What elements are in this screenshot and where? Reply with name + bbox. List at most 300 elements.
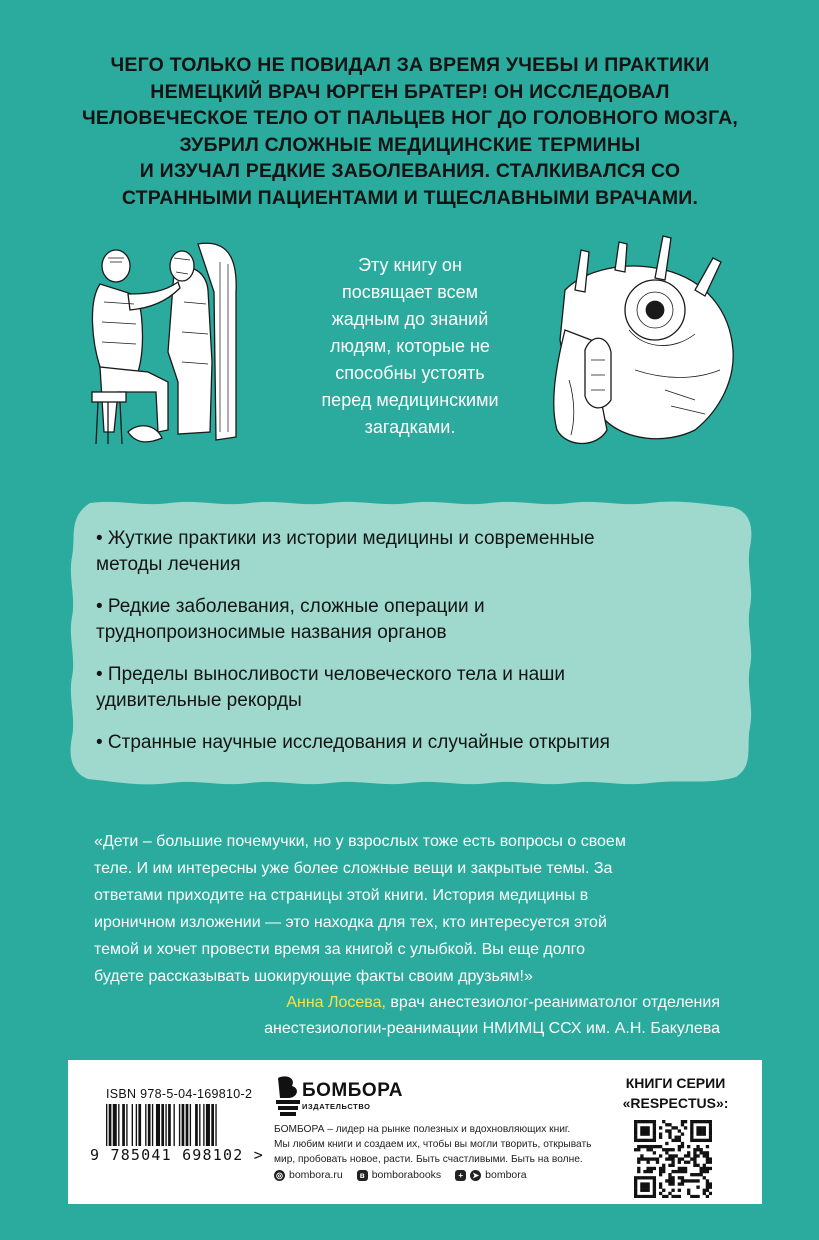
feature-line: • Жуткие практики из истории медицины и современные: [96, 528, 595, 549]
qr-module: [662, 1148, 665, 1151]
qr-module: [640, 1145, 643, 1148]
qr-module: [640, 1182, 643, 1185]
qr-module: [696, 1145, 699, 1148]
qr-module: [675, 1126, 678, 1129]
qr-module: [675, 1139, 678, 1142]
qr-module: [687, 1192, 690, 1195]
qr-module: [634, 1129, 637, 1132]
feature-line: методы лечения: [96, 553, 241, 575]
qr-module: [659, 1170, 662, 1173]
qr-module: [681, 1176, 684, 1179]
qr-module: [646, 1148, 649, 1151]
qr-module: [684, 1167, 687, 1170]
qr-module: [703, 1139, 706, 1142]
qr-module: [690, 1129, 693, 1132]
qr-module: [693, 1173, 696, 1176]
qr-module: [656, 1145, 659, 1148]
qr-module: [693, 1154, 696, 1157]
qr-module: [656, 1157, 659, 1160]
about-line: БОМБОРА – лидер на рынке полезных и вдохновляющих книг.: [274, 1124, 571, 1135]
qr-module: [640, 1129, 643, 1132]
qr-module: [665, 1129, 668, 1132]
social-site-label: bombora.ru: [289, 1169, 343, 1181]
qr-module: [653, 1126, 656, 1129]
barcode-bar: [148, 1104, 151, 1146]
about-line: Мы любим книги и создаем их, чтобы вы могли творить, открывать: [274, 1139, 592, 1150]
qr-module: [703, 1176, 706, 1179]
qr-module: [684, 1120, 687, 1123]
qr-module: [690, 1173, 693, 1176]
qr-module: [678, 1182, 681, 1185]
author-role: врач анестезиолог-реаниматолог отделения: [385, 994, 720, 1011]
barcode-bar: [161, 1104, 164, 1146]
qr-module: [634, 1189, 637, 1192]
qr-module: [634, 1179, 637, 1182]
barcode-bar: [113, 1104, 117, 1146]
quote-line: ироничном изложении — это находка для тех, кто интересуется этой: [94, 914, 607, 931]
qr-module: [703, 1151, 706, 1154]
qr-module: [637, 1157, 640, 1160]
qr-module: [671, 1148, 674, 1151]
qr-module: [681, 1167, 684, 1170]
qr-module: [706, 1161, 709, 1164]
qr-module: [634, 1126, 637, 1129]
qr-module: [700, 1132, 703, 1135]
qr-module: [681, 1123, 684, 1126]
qr-module: [640, 1176, 643, 1179]
qr-module: [681, 1120, 684, 1123]
qr-module: [703, 1192, 706, 1195]
qr-module: [700, 1173, 703, 1176]
barcode-bar: [132, 1104, 133, 1146]
anatomical-eye-illustration: [545, 230, 740, 465]
dedication-line: людям, которые не: [330, 336, 490, 356]
qr-module: [643, 1170, 646, 1173]
qr-module: [640, 1186, 643, 1189]
qr-module: [634, 1182, 637, 1185]
qr-module: [643, 1157, 646, 1160]
intro-line: И ИЗУЧАЛ РЕДКИЕ ЗАБОЛЕВАНИЯ. СТАЛКИВАЛСЯ СО: [139, 160, 681, 182]
series-title: [613, 1073, 738, 1113]
barcode-bar: [168, 1104, 171, 1146]
qr-module: [696, 1173, 699, 1176]
qr-module: [653, 1151, 656, 1154]
qr-module: [706, 1151, 709, 1154]
qr-module: [653, 1120, 656, 1123]
qr-module: [637, 1145, 640, 1148]
qr-module: [659, 1136, 662, 1139]
qr-module: [706, 1145, 709, 1148]
globe-icon: ◎: [274, 1170, 285, 1181]
qr-module: [706, 1189, 709, 1192]
qr-module: [643, 1129, 646, 1132]
qr-module: [690, 1179, 693, 1182]
qr-module: [671, 1157, 674, 1160]
qr-module: [709, 1136, 712, 1139]
barcode-bar: [106, 1104, 107, 1146]
social-vk[interactable]: [357, 1169, 441, 1181]
qr-module: [690, 1157, 693, 1160]
barcode-bar: [186, 1104, 189, 1146]
barcode-bar: [182, 1104, 185, 1146]
qr-module: [671, 1154, 674, 1157]
qr-module: [653, 1145, 656, 1148]
feature-item: [96, 594, 736, 645]
qr-module: [668, 1132, 671, 1135]
qr-module: [684, 1161, 687, 1164]
qr-module: [700, 1139, 703, 1142]
qr-module: [637, 1148, 640, 1151]
qr-module: [656, 1161, 659, 1164]
qr-module: [690, 1120, 693, 1123]
qr-module: [646, 1170, 649, 1173]
qr-module: [706, 1182, 709, 1185]
barcode: [106, 1104, 256, 1146]
qr-module: [650, 1148, 653, 1151]
qr-module: [678, 1148, 681, 1151]
feature-line: • Странные научные исследования и случайные открытия: [96, 732, 610, 753]
qr-module: [706, 1167, 709, 1170]
barcode-bar: [165, 1104, 166, 1146]
qr-module: [650, 1145, 653, 1148]
qr-module: [700, 1170, 703, 1173]
barcode-bar: [190, 1104, 191, 1146]
qr-module: [696, 1129, 699, 1132]
intro-line: НЕМЕЦКИЙ ВРАЧ ЮРГЕН БРАТЕР! ОН ИССЛЕДОВАЛ: [150, 80, 670, 103]
qr-module: [709, 1167, 712, 1170]
qr-module: [643, 1120, 646, 1123]
intro-text: [60, 52, 760, 211]
quote-line: теле. И им интересны уже более сложные вещи и закрытые темы. За: [94, 860, 613, 877]
qr-module: [634, 1192, 637, 1195]
qr-module: [665, 1179, 668, 1182]
social-vk-label: bomborabooks: [371, 1169, 442, 1181]
qr-module: [675, 1170, 678, 1173]
qr-module: [668, 1154, 671, 1157]
qr-module: [634, 1139, 637, 1142]
qr-module: [709, 1126, 712, 1129]
qr-module: [659, 1186, 662, 1189]
qr-module: [634, 1132, 637, 1135]
qr-module: [700, 1126, 703, 1129]
dedication-text: [280, 252, 540, 441]
qr-module: [700, 1151, 703, 1154]
qr-module: [650, 1170, 653, 1173]
qr-module: [653, 1136, 656, 1139]
qr-module: [703, 1126, 706, 1129]
barcode-bar: [211, 1104, 214, 1146]
qr-module: [637, 1170, 640, 1173]
qr-module: [646, 1176, 649, 1179]
qr-module: [706, 1154, 709, 1157]
qr-module: [637, 1161, 640, 1164]
qr-module: [643, 1176, 646, 1179]
qr-module: [709, 1182, 712, 1185]
qr-module: [700, 1120, 703, 1123]
qr-module: [643, 1132, 646, 1135]
qr-module: [634, 1195, 637, 1198]
qr-module: [653, 1186, 656, 1189]
qr-module: [709, 1157, 712, 1160]
barcode-bar: [118, 1104, 119, 1146]
quote-line: «Дети – большие почемучки, но у взрослых тоже есть вопросы о своем: [94, 833, 626, 850]
qr-module: [671, 1182, 674, 1185]
qr-module: [650, 1195, 653, 1198]
qr-module: [681, 1132, 684, 1135]
qr-module: [634, 1176, 637, 1179]
dedication-line: Эту книгу он: [358, 255, 462, 275]
qr-module: [668, 1176, 671, 1179]
qr-module: [640, 1157, 643, 1160]
quote-line: ответами приходите на страницы этой книги. История медицины в: [94, 887, 589, 904]
qr-module: [678, 1189, 681, 1192]
qr-module: [665, 1195, 668, 1198]
publisher-subtitle: ИЗДАТЕЛЬСТВО: [302, 1102, 371, 1111]
qr-module: [662, 1195, 665, 1198]
qr-module: [693, 1120, 696, 1123]
qr-module: [706, 1195, 709, 1198]
qr-module: [690, 1136, 693, 1139]
qr-module: [696, 1195, 699, 1198]
qr-module: [687, 1161, 690, 1164]
feature-item: [96, 662, 736, 713]
qr-module: [650, 1176, 653, 1179]
qr-module: [678, 1145, 681, 1148]
intro-line: СТРАННЫМИ ПАЦИЕНТАМИ И ТЩЕСЛАВНЫМИ ВРАЧАМИ.: [121, 186, 699, 209]
qr-module: [653, 1167, 656, 1170]
social-telegram[interactable]: [455, 1169, 526, 1181]
qr-module: [634, 1186, 637, 1189]
qr-module: [703, 1189, 706, 1192]
barcode-bar: [203, 1104, 204, 1146]
qr-module: [668, 1148, 671, 1151]
qr-module: [709, 1123, 712, 1126]
qr-module: [696, 1179, 699, 1182]
qr-module: [646, 1126, 649, 1129]
qr-module: [671, 1164, 674, 1167]
qr-module: [650, 1139, 653, 1142]
qr-module: [678, 1195, 681, 1198]
qr-module: [706, 1170, 709, 1173]
qr-module: [706, 1157, 709, 1160]
intro-line: ЧЕЛОВЕЧЕСКОЕ ТЕЛО ОТ ПАЛЬЦЕВ НОГ ДО ГОЛОВНОГО МОЗГА,: [82, 107, 738, 129]
qr-module: [693, 1164, 696, 1167]
barcode-bar: [126, 1104, 127, 1146]
qr-module: [662, 1167, 665, 1170]
qr-module: [687, 1151, 690, 1154]
feature-line: • Редкие заболевания, сложные операции и: [96, 596, 485, 617]
qr-module: [693, 1179, 696, 1182]
review-quote: [94, 828, 734, 990]
qr-module: [703, 1170, 706, 1173]
qr-module: [709, 1186, 712, 1189]
features-list: [96, 526, 736, 773]
qr-module: [646, 1189, 649, 1192]
qr-module: [693, 1195, 696, 1198]
qr-module: [634, 1148, 637, 1151]
qr-module: [634, 1123, 637, 1126]
qr-module: [668, 1164, 671, 1167]
vk-icon: в: [357, 1170, 368, 1181]
barcode-digits: 9 785041 698102 >: [90, 1146, 264, 1164]
qr-module: [668, 1123, 671, 1126]
qr-module: [653, 1195, 656, 1198]
qr-module: [659, 1192, 662, 1195]
qr-module: [671, 1161, 674, 1164]
qr-module: [681, 1179, 684, 1182]
qr-module: [659, 1182, 662, 1185]
qr-module: [646, 1139, 649, 1142]
qr-module: [671, 1139, 674, 1142]
qr-module: [700, 1129, 703, 1132]
qr-module: [671, 1176, 674, 1179]
qr-module: [675, 1136, 678, 1139]
qr-module: [706, 1179, 709, 1182]
qr-module: [643, 1139, 646, 1142]
qr-module: [659, 1132, 662, 1135]
quote-line: темой и хочет провести время за книгой с улыбкой. Вы еще долго: [94, 941, 586, 958]
qr-module: [709, 1132, 712, 1135]
qr-module: [653, 1192, 656, 1195]
qr-module: [671, 1126, 674, 1129]
qr-module: [668, 1136, 671, 1139]
qr-module: [684, 1179, 687, 1182]
qr-module: [646, 1145, 649, 1148]
qr-module: [700, 1148, 703, 1151]
qr-module: [653, 1139, 656, 1142]
dedication-line: перед медицинскими: [321, 390, 499, 410]
qr-module: [709, 1139, 712, 1142]
doctor-examining-patient-illustration: [78, 232, 258, 452]
qr-module: [696, 1148, 699, 1151]
qr-module: [687, 1145, 690, 1148]
qr-module: [646, 1195, 649, 1198]
social-telegram-label: bombora: [485, 1169, 527, 1181]
qr-module: [646, 1120, 649, 1123]
qr-module: [709, 1120, 712, 1123]
qr-module: [678, 1176, 681, 1179]
social-site[interactable]: [274, 1169, 343, 1181]
qr-module: [668, 1179, 671, 1182]
barcode-bar: [122, 1104, 125, 1146]
qr-module: [696, 1164, 699, 1167]
qr-code[interactable]: [634, 1120, 712, 1198]
qr-module: [640, 1126, 643, 1129]
qr-module: [703, 1164, 706, 1167]
qr-module: [640, 1195, 643, 1198]
qr-module: [703, 1120, 706, 1123]
qr-module: [693, 1139, 696, 1142]
plus-icon: +: [455, 1170, 466, 1181]
qr-module: [665, 1123, 668, 1126]
qr-module: [653, 1179, 656, 1182]
qr-module: [678, 1161, 681, 1164]
qr-module: [653, 1157, 656, 1160]
qr-module: [640, 1154, 643, 1157]
qr-module: [696, 1126, 699, 1129]
qr-module: [646, 1161, 649, 1164]
isbn: ISBN 978-5-04-169810-2: [106, 1087, 253, 1101]
qr-module: [690, 1195, 693, 1198]
qr-module: [681, 1142, 684, 1145]
qr-module: [709, 1192, 712, 1195]
qr-module: [687, 1154, 690, 1157]
qr-module: [693, 1157, 696, 1160]
qr-module: [703, 1132, 706, 1135]
qr-module: [696, 1120, 699, 1123]
author-name: Анна Лосева,: [286, 994, 386, 1011]
social-links: [274, 1169, 527, 1181]
qr-module: [640, 1120, 643, 1123]
qr-module: [643, 1126, 646, 1129]
qr-module: [687, 1189, 690, 1192]
qr-module: [681, 1145, 684, 1148]
qr-module: [637, 1167, 640, 1170]
qr-module: [659, 1154, 662, 1157]
dedication-line: жадным до знаний: [331, 309, 489, 329]
qr-module: [696, 1154, 699, 1157]
qr-module: [687, 1179, 690, 1182]
qr-module: [659, 1173, 662, 1176]
qr-module: [637, 1139, 640, 1142]
qr-module: [640, 1132, 643, 1135]
barcode-bar: [195, 1104, 198, 1146]
qr-module: [646, 1129, 649, 1132]
qr-module: [653, 1182, 656, 1185]
dedication-line: посвящает всем: [341, 282, 479, 302]
qr-module: [634, 1136, 637, 1139]
qr-module: [662, 1170, 665, 1173]
qr-module: [709, 1129, 712, 1132]
feature-item: [96, 526, 736, 577]
qr-module: [693, 1161, 696, 1164]
about-line: мир, пробовать новое, расти. Быть счастливыми. Быть на волне.: [274, 1154, 583, 1165]
feature-line: • Пределы выносливости человеческого тела и наши: [96, 664, 565, 685]
qr-module: [665, 1142, 668, 1145]
qr-module: [675, 1154, 678, 1157]
qr-module: [637, 1195, 640, 1198]
qr-module: [665, 1157, 668, 1160]
qr-module: [646, 1167, 649, 1170]
qr-module: [668, 1129, 671, 1132]
qr-module: [671, 1179, 674, 1182]
quote-author: [150, 990, 720, 1042]
qr-module: [643, 1145, 646, 1148]
qr-module: [653, 1176, 656, 1179]
intro-line: ЗУБРИЛ СЛОЖНЫЕ МЕДИЦИНСКИЕ ТЕРМИНЫ: [179, 133, 641, 156]
qr-module: [665, 1148, 668, 1151]
barcode-bar: [156, 1104, 160, 1146]
qr-module: [690, 1126, 693, 1129]
qr-module: [696, 1132, 699, 1135]
series-title-line: «RESPECTUS»:: [622, 1095, 729, 1111]
qr-module: [678, 1170, 681, 1173]
qr-module: [653, 1189, 656, 1192]
qr-module: [681, 1170, 684, 1173]
qr-module: [703, 1154, 706, 1157]
qr-module: [650, 1167, 653, 1170]
qr-module: [690, 1132, 693, 1135]
qr-module: [643, 1182, 646, 1185]
qr-module: [662, 1164, 665, 1167]
qr-module: [659, 1126, 662, 1129]
feature-line: удивительные рекорды: [96, 689, 302, 711]
qr-module: [659, 1145, 662, 1148]
qr-module: [637, 1176, 640, 1179]
barcode-bar: [138, 1104, 141, 1146]
bombora-logo-icon: [274, 1074, 304, 1120]
qr-module: [646, 1186, 649, 1189]
